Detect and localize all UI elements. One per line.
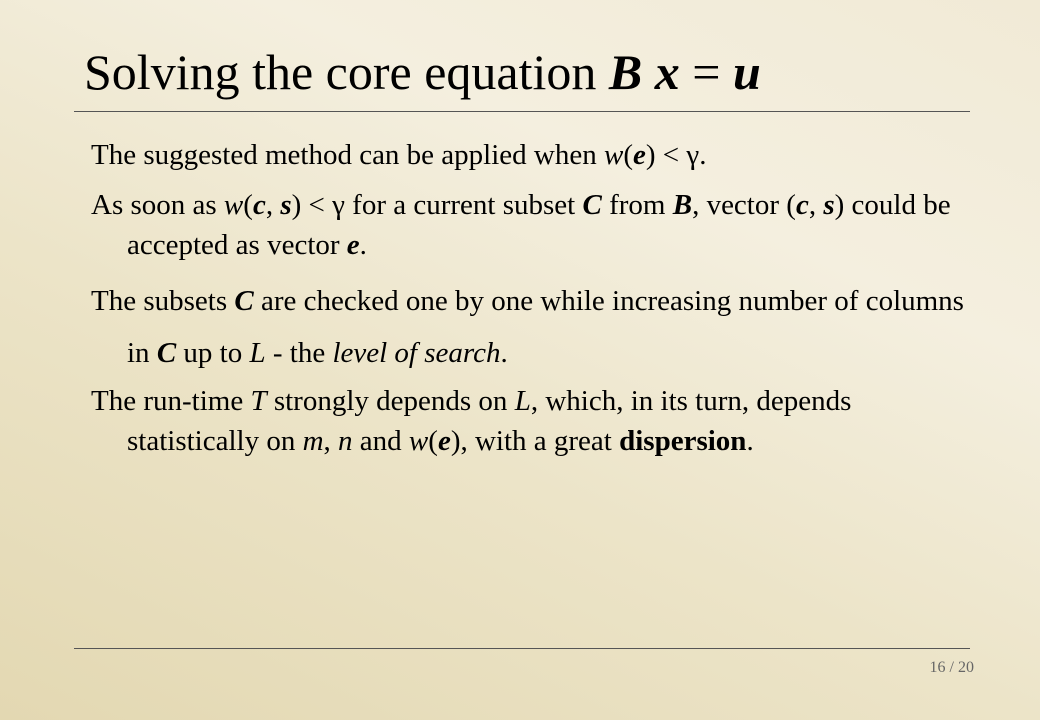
title-divider — [74, 111, 970, 112]
title-equals: = — [679, 44, 733, 100]
paragraph-1: The suggested method can be applied when w(e) < γ. — [91, 139, 707, 171]
paragraph-4: The run-time T strongly depends on L, which, in its turn, depends statistically on m, n and w(e), with a great dispersion. — [91, 385, 852, 457]
footer-divider — [74, 648, 970, 649]
page-number: 16 / 20 — [929, 659, 974, 676]
slide-body — [91, 135, 971, 471]
title-text: Solving the core equation — [84, 44, 609, 100]
slide-title — [84, 40, 761, 104]
title-var-B: B — [608, 44, 643, 100]
paragraph-3: The subsets C are checked one by one while increasing number of columns in C up to L - the level of search. — [91, 285, 964, 369]
paragraph-2: As soon as w(c, s) < γ for a current subset C from B, vector (c, s) could be accepted as vector e. — [91, 189, 951, 261]
title-var-x: x — [654, 44, 680, 100]
title-var-u: u — [732, 44, 761, 100]
